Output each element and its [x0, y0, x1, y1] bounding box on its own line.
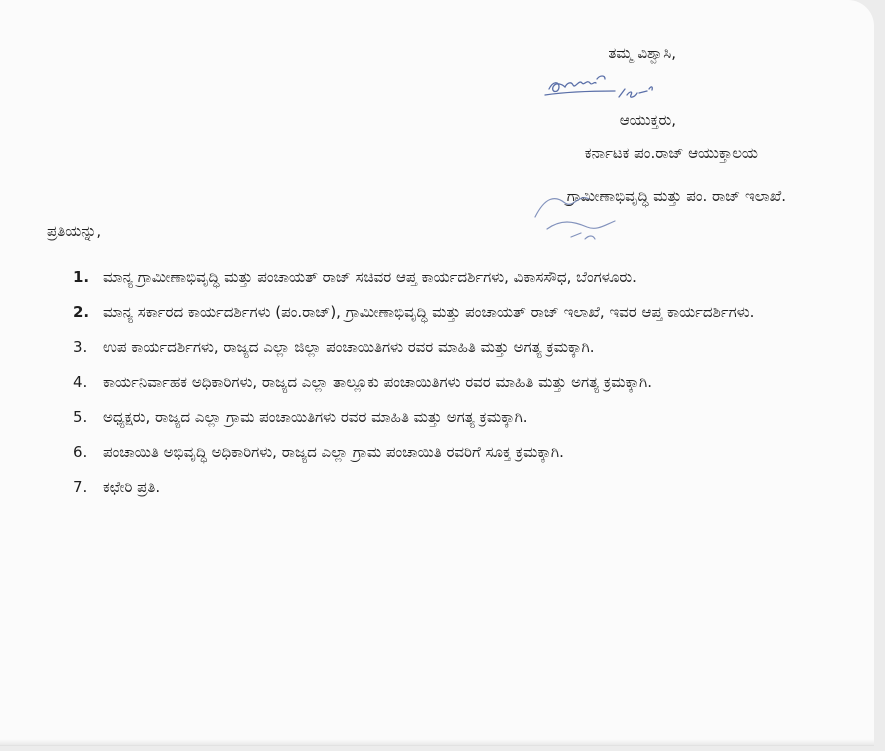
list-item-text: ಕಛೇರಿ ಪ್ರತಿ. — [103, 478, 161, 496]
list-item-number: 2. — [73, 303, 90, 321]
list-item — [73, 478, 805, 503]
list-item-text: ಉಪ ಕಾರ್ಯದರ್ಶಿಗಳು, ರಾಜ್ಯದ ಎಲ್ಲಾ ಜಿಲ್ಲಾ ಪಂಚಾಯಿತಿಗಳು ರವರ ಮಾಹಿತಿ ಮತ್ತು ಅಗತ್ಯ ಕ್ರಮಕ್ಕಾಗಿ. — [103, 338, 595, 356]
list-item-number: 3. — [73, 338, 88, 356]
list-item-text: ಮಾನ್ಯ ಗ್ರಾಮೀಣಾಭಿವೃದ್ಧಿ ಮತ್ತು ಪಂಚಾಯತ್ ರಾಜ್ ಸಚಿವರ ಆಪ್ತ ಕಾರ್ಯದರ್ಶಿಗಳು, ವಿಕಾಸಸೌಧ, ಬೆಂಗಳೂರು. — [103, 268, 637, 286]
list-item-text: ಕಾರ್ಯನಿರ್ವಾಹಕ ಅಧಿಕಾರಿಗಳು, ರಾಜ್ಯದ ಎಲ್ಲಾ ತಾಲ್ಲೂಕು ಪಂಚಾಯಿತಿಗಳು ರವರ ಮಾಹಿತಿ ಮತ್ತು ಅಗತ್ಯ ಕ್ರಮಕ್ಕಾಗಿ. — [103, 373, 652, 391]
list-item — [73, 373, 805, 398]
list-item-number: 1. — [73, 268, 90, 286]
list-item — [73, 303, 805, 328]
copy-list — [73, 268, 805, 513]
list-item — [73, 408, 805, 433]
copy-to-heading: ಪ್ರತಿಯನ್ನು, — [47, 222, 102, 240]
list-item — [73, 443, 805, 468]
list-item-text: ಮಾನ್ಯ ಸರ್ಕಾರದ ಕಾರ್ಯದರ್ಶಿಗಳು (ಪಂ.ರಾಜ್), ಗ್ರಾಮೀಣಾಭಿವೃದ್ಧಿ ಮತ್ತು ಪಂಚಾಯತ್ ರಾಜ್ ಇಲಾಖೆ, ಇವರ ಆಪ್ತ ಕಾರ್ಯದರ್ಶಿಗಳು. — [103, 303, 755, 321]
list-item-number: 7. — [73, 478, 88, 496]
list-item-text: ಪಂಚಾಯಿತಿ ಅಭಿವೃದ್ಧಿ ಅಧಿಕಾರಿಗಳು, ರಾಜ್ಯದ ಎಲ್ಲಾ ಗ್ರಾಮ ಪಂಚಾಯಿತಿ ರವರಿಗೆ ಸೂಕ್ತ ಕ್ರಮಕ್ಕಾಗಿ. — [103, 443, 564, 461]
handwritten-signature — [539, 67, 669, 111]
list-item-text: ಅಧ್ಯಕ್ಷರು, ರಾಜ್ಯದ ಎಲ್ಲಾ ಗ್ರಾಮ ಪಂಚಾಯಿತಿಗಳು ರವರ ಮಾಹಿತಿ ಮತ್ತು ಅಗತ್ಯ ಕ್ರಮಕ್ಕಾಗಿ. — [103, 408, 528, 426]
list-item-number: 6. — [73, 443, 88, 461]
list-item — [73, 268, 805, 293]
designation: ಆಯುಕ್ತರು, — [619, 111, 676, 129]
office-name: ಕರ್ನಾಟಕ ಪಂ.ರಾಜ್ ಆಯುಕ್ತಾಲಯ — [584, 144, 758, 162]
signature-scrawl — [527, 177, 637, 243]
department-name: ಗ್ರಾಮೀಣಾಭಿವೃದ್ಧಿ ಮತ್ತು ಪಂ. ರಾಜ್ ಇಲಾಖೆ. — [566, 187, 786, 205]
list-item-number: 4. — [73, 373, 88, 391]
list-item — [73, 338, 805, 363]
closing-salutation: ತಮ್ಮ ವಿಶ್ವಾಸಿ, — [608, 44, 676, 62]
list-item-number: 5. — [73, 408, 88, 426]
